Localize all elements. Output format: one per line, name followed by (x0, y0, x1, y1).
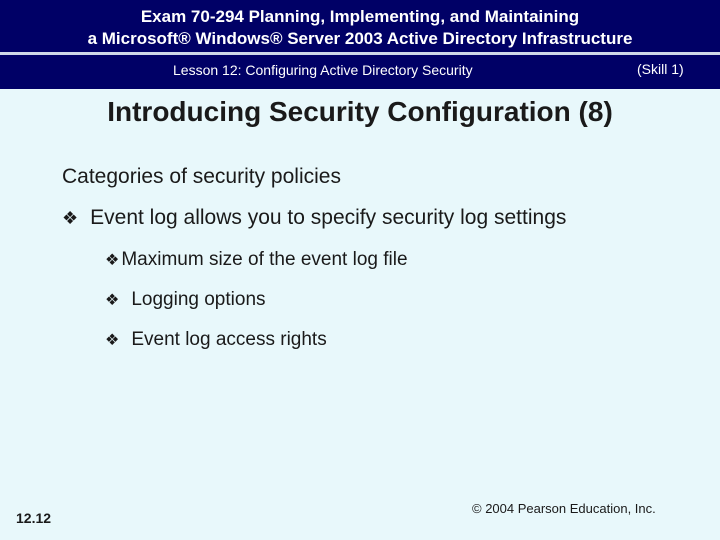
copyright-notice: © 2004 Pearson Education, Inc. (472, 501, 656, 516)
course-title-line-2: a Microsoft® Windows® Server 2003 Active Directory Infrastructure (87, 29, 633, 48)
lesson-bar (0, 55, 720, 89)
slide-title: Introducing Security Configuration (8) (107, 96, 613, 127)
skill-label: (Skill 1) (637, 61, 684, 77)
diamond-bullet-icon: ❖ (105, 332, 120, 349)
lesson-label: Lesson 12: Configuring Active Directory Security (173, 62, 473, 78)
category-heading: Categories of security policies (62, 165, 341, 188)
bullet-level2 (105, 249, 408, 271)
bullet-text: Event log allows you to specify security log settings (90, 206, 567, 229)
diamond-bullet-icon: ❖ (105, 252, 120, 269)
bullet-level2 (105, 289, 266, 311)
bullet-level1 (62, 206, 566, 230)
diamond-bullet-icon: ❖ (62, 208, 79, 228)
bullet-text: Maximum size of the event log file (121, 249, 408, 270)
course-title-line-1: Exam 70-294 Planning, Implementing, and Maintaining (140, 7, 580, 26)
page-number: 12.12 (16, 510, 52, 526)
slide-header (0, 0, 720, 52)
bullet-level2 (105, 329, 327, 351)
bullet-text: Event log access rights (131, 329, 327, 350)
bullet-text: Logging options (131, 289, 266, 310)
diamond-bullet-icon: ❖ (105, 292, 120, 309)
